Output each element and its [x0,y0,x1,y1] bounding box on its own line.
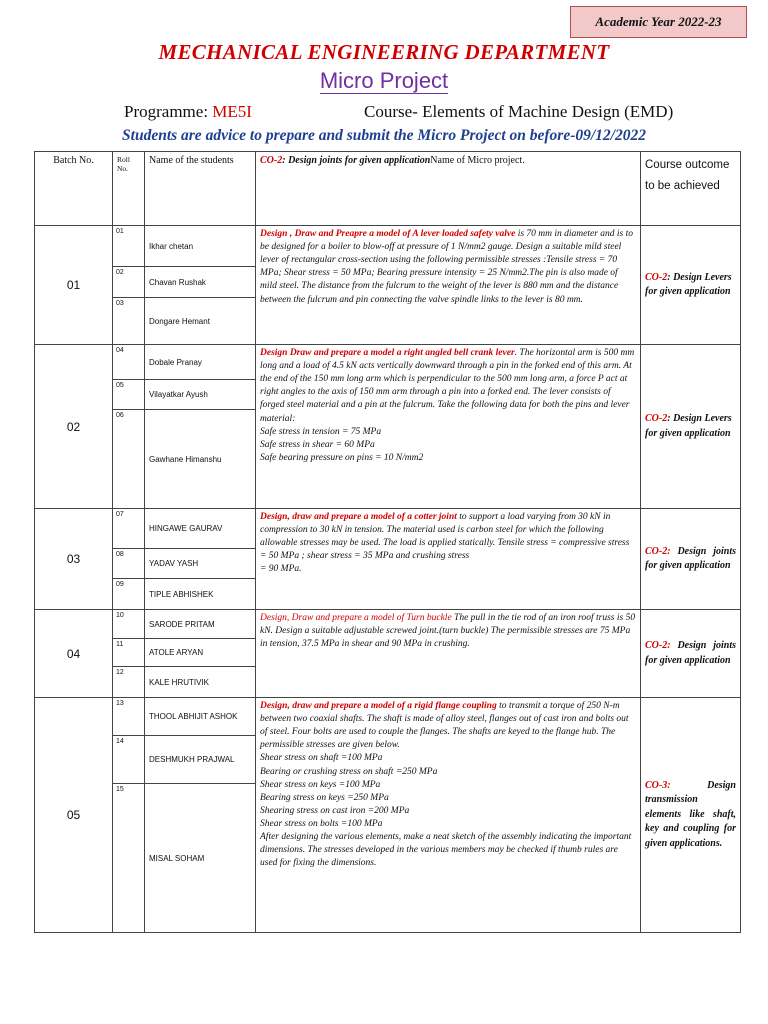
project-detail-line: Shear stress on bolts =100 MPa [260,818,383,829]
student-name: TIPLE ABHISHEK [145,579,256,610]
student-name: DESHMUKH PRAJWAL [145,736,256,784]
batch-number: 02 [35,345,113,509]
course-outcome-code: CO-2 [645,271,668,283]
course-outcome [641,698,741,933]
micro-project-description [256,509,641,610]
student-name: Vilayatkar Ayush [145,380,256,410]
submission-instruction: Students are advice to prepare and submit the Micro Project on before-09/12/2022 [122,127,646,144]
student-name: YADAV YASH [145,549,256,579]
course-outcome-text: : Design Levers for given application [645,413,732,439]
student-name: HINGAWE GAURAV [145,509,256,549]
table-row [35,226,741,267]
course-outcome-code: CO-2: [645,545,671,557]
micro-project-description [256,226,641,345]
project-title: Design, draw and prepare a model of a cotter joint [260,512,457,522]
header-micro-project: CO-2: Design joints for given applicationName of Micro project. [256,152,641,226]
header-name: Name of the students [145,152,256,226]
academic-year-badge: Academic Year 2022-23 [570,6,747,38]
course-outcome-text: Design transmission elements like shaft, key and coupling for given applications. [645,779,736,849]
project-detail-line: = 90 MPa. [260,564,302,575]
roll-number: 06 [113,410,145,509]
project-title: Design , Draw and Preapre a model of A lever loaded safety valve [260,229,516,239]
batch-number: 03 [35,509,113,610]
header-roll: Roll No. [113,152,145,226]
student-name: ATOLE ARYAN [145,639,256,667]
roll-number: 13 [113,698,145,736]
table-row [35,698,741,736]
roll-number: 10 [113,610,145,639]
project-title: Design Draw and prepare a model a right angled bell crank lever [260,348,515,358]
project-title: Design, Draw and prepare a model of Turn buckle [260,613,452,623]
course-outcome [641,226,741,345]
programme-line: Programme: ME5I [124,102,252,121]
roll-number: 03 [113,298,145,345]
page-title: Micro Project [319,68,449,93]
course-outcome [641,345,741,509]
roll-number: 07 [113,509,145,549]
roll-number: 02 [113,267,145,298]
student-name: Ikhar chetan [145,226,256,267]
department-heading: MECHANICAL ENGINEERING DEPARTMENT [158,40,610,64]
table-row [35,610,741,639]
project-title: Design, draw and prepare a model of a rigid flange coupling [260,701,497,711]
student-name: Chavan Rushak [145,267,256,298]
project-detail-line: Shear stress on keys =100 MPa [260,779,381,790]
student-name: Dobale Pranay [145,345,256,380]
roll-number: 05 [113,380,145,410]
roll-number: 11 [113,639,145,667]
course-outcome [641,610,741,698]
table-row [35,509,741,549]
project-details: to transmit a torque of 250 N-m between two coaxial shafts. The shaft is made of alloy steel, flanges out of cast iron and bolts out of steel. Four bolts are used to couple the flanges. The shafts are keyed to the flange hub. The permissible stresses are given below. [260,701,629,751]
student-name: Dongare Hemant [145,298,256,345]
student-name: THOOL ABHIJIT ASHOK [145,698,256,736]
header-outcome: Course outcome to be achieved [641,152,741,226]
project-details: The pull in the tie rod of an iron roof truss is 50 kN. Design a suitable adjustable screwed joint.(turn buckle) The permissible stresses are 75 MPa in tension, 37.5 MPa in shear and 90 MPa in crushing. [260,613,636,650]
project-detail-line: After designing the various elements, make a neat sketch of the assembly indicating the important dimensions. The stresses developed in the various members may be checked if thumb rules are used for fixing the dimensions. [260,832,632,869]
project-detail-line: Safe stress in shear = 60 MPa [260,439,375,450]
project-details: is 70 mm in diameter and is to be designed for a boiler to blow-off at pressure of 1 N/mm2 gauge. Design a suitable mild steel lever of rectangular cross-section using the following permissible stresses :Tensile stress = 70 MPa; Shear stress = 50 MPa; Bearing pressure intensity = 25 N/mm2.The pin is also made of mild steel. The distance from the fulcrum to the weight of the lever is 880 mm and the distance between the fulcrum and pin connecting the valve spindle links to the lever is 80 mm. [260,229,634,305]
micro-project-table [34,151,741,933]
batch-number: 04 [35,610,113,698]
project-detail-line: Shearing stress on cast iron =200 MPa [260,805,410,816]
roll-number: 08 [113,549,145,579]
table-header-row [35,152,741,226]
course-outcome [641,509,741,610]
course-outcome-code: CO-2: [645,640,671,651]
micro-project-description [256,345,641,509]
project-detail-line: Bearing or crushing stress on shaft =250 MPa [260,766,438,777]
micro-project-description [256,698,641,933]
student-name: MISAL SOHAM [145,784,256,933]
project-detail-line: Safe stress in tension = 75 MPa [260,426,382,437]
project-detail-line: Bearing stress on keys =250 MPa [260,792,389,803]
batch-number: 01 [35,226,113,345]
micro-project-description [256,610,641,698]
course-line: Course- Elements of Machine Design (EMD) [364,102,674,121]
student-name: Gawhane Himanshu [145,410,256,509]
course-outcome-text: Design joints for given application [645,640,736,666]
header-batch: Batch No. [35,152,113,226]
course-outcome-code: CO-3: [645,779,671,791]
roll-number: 15 [113,784,145,933]
student-name: KALE HRUTIVIK [145,667,256,698]
course-outcome-text: Design joints for given application [645,545,736,571]
roll-number: 14 [113,736,145,784]
course-outcome-code: CO-2 [645,413,668,424]
roll-number: 12 [113,667,145,698]
batch-number: 05 [35,698,113,933]
project-details: to support a load varying from 30 kN in compression to 30 kN in tension. The material used is carbon steel for which the following allowable stresses may be used. The load is applied statically. Tensile stress = compressive stress = 50 MPa ; shear stress = 35 MPa and crushing stress [260,512,630,562]
student-name: SARODE PRITAM [145,610,256,639]
course-outcome-text: : Design Levers for given application [645,271,732,297]
project-detail-line: Safe bearing pressure on pins = 10 N/mm2 [260,452,424,463]
roll-number: 01 [113,226,145,267]
table-row [35,345,741,380]
project-details: . The horizontal arm is 500 mm long and a load of 4.5 kN acts vertically downward through a pin in the forked end of this arm. At the end of the 150 mm long arm which is perpendicular to the 500 mm long arm, a force P act at right angles to the axis of 150 mm arm through a pin into a forked end. The lever consists of forged steel material and a pin at the fulcrum. Take the following data for both the pins and lever material: [260,348,635,424]
roll-number: 04 [113,345,145,380]
roll-number: 09 [113,579,145,610]
project-detail-line: Shear stress on shaft =100 MPa [260,753,383,764]
